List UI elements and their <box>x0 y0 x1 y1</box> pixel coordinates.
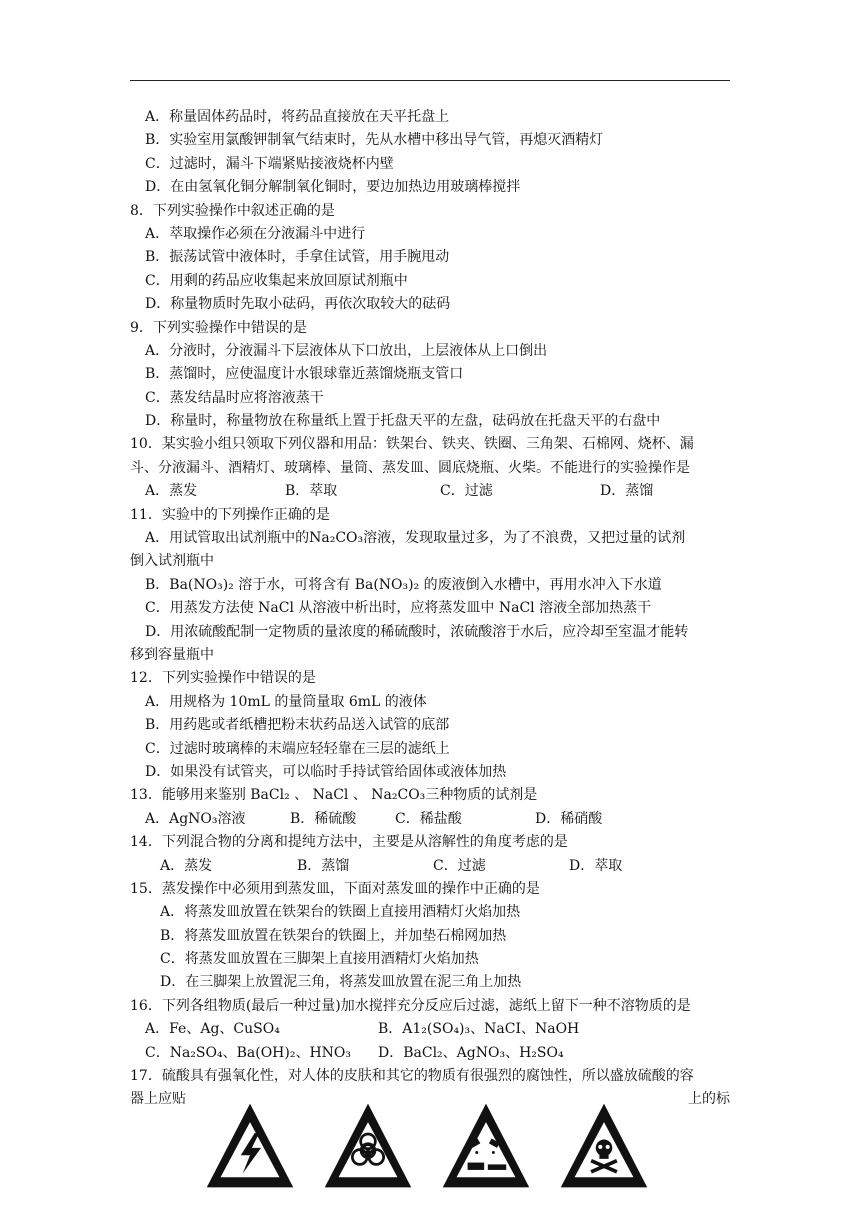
q16-options-row1 <box>130 1018 730 1041</box>
corrosive-icon <box>440 1100 532 1192</box>
text-line: 11．实验中的下列操作正确的是 <box>130 506 330 523</box>
text-line: 倒入试剂瓶中 <box>130 553 214 570</box>
text-line: C．用蒸发方法使 NaCl 从溶液中析出时，应将蒸发皿中 NaCl 溶液全部加热蒸干 <box>145 600 652 617</box>
text-line: D．称量时，称量物放在称量纸上置于托盘天平的左盘，砝码放在托盘天平的右盘中 <box>145 413 661 430</box>
text-line: 移到容量瓶中 <box>130 646 214 663</box>
text-line: A．用规格为 10mL 的量筒量取 6mL 的液体 <box>145 693 427 710</box>
text-line: B．实验室用氯酸钾制氧气结束时，先从水槽中移出导气管，再熄灭酒精灯 <box>145 132 604 149</box>
text-line: A．用试管取出试剂瓶中的Na₂CO₃溶液，发现取量过多，为了不浪费，又把过量的试剂 <box>145 530 686 547</box>
text-line: A．萃取操作必须在分液漏斗中进行 <box>145 225 366 242</box>
text-line: B．振荡试管中液体时，手拿住试管，用手腕甩动 <box>145 249 450 266</box>
q10-option-d: D．蒸馏 <box>600 483 654 500</box>
text-line: C．将蒸发皿放置在三脚架上直接用酒精灯火焰加热 <box>160 951 479 968</box>
text-line: A．分液时，分液漏斗下层液体从下口放出，上层液体从上口倒出 <box>145 342 548 359</box>
text-line: 9．下列实验操作中错误的是 <box>130 319 307 336</box>
q13-option-d: D．稀硝酸 <box>535 810 603 827</box>
biohazard-icon <box>322 1100 414 1192</box>
q14-option-c: C．过滤 <box>433 857 486 874</box>
text-line: 12．下列实验操作中错误的是 <box>130 670 316 687</box>
text-line: 13．能够用来鉴别 BaCl₂ 、 NaCl 、 Na₂CO₃三种物质的试剂是 <box>130 787 538 804</box>
q17-stem-right: 上的标 <box>688 1091 730 1108</box>
q13-options <box>130 808 730 831</box>
q13-option-c: C．稀盐酸 <box>395 810 462 827</box>
toxic-icon <box>558 1100 650 1192</box>
q16-option-d: D．BaCl₂、AgNO₃、H₂SO₄ <box>378 1044 564 1061</box>
text-line: B．将蒸发皿放置在铁架台的铁圈上，并加垫石棉网加热 <box>160 927 507 944</box>
q10-options <box>130 480 730 503</box>
text-line: 斗、分液漏斗、酒精灯、玻璃棒、量筒、蒸发皿、圆底烧瓶、火柴。不能进行的实验操作是 <box>130 459 690 476</box>
questions-11-13 <box>130 504 730 808</box>
text-line: C．过滤时，漏斗下端紧贴接液烧杯内壁 <box>145 155 394 172</box>
text-line: 8．下列实验操作中叙述正确的是 <box>130 202 335 219</box>
text-line: C．过滤时玻璃棒的末端应轻轻靠在三层的滤纸上 <box>145 740 450 757</box>
header-rule <box>130 80 730 81</box>
q17-stem-left: 器上应贴 <box>130 1091 186 1108</box>
q16-option-b: B．A1₂(SO₄)₃、NaCI、NaOH <box>378 1021 580 1038</box>
q13-option-a: A．AgNO₃溶液 <box>145 810 246 827</box>
q14-option-d: D．萃取 <box>569 857 623 874</box>
text-line: 15．蒸发操作中必须用到蒸发皿，下面对蒸发皿的操作中正确的是 <box>130 880 540 897</box>
text-line: D．如果没有试管夹，可以临时手持试管给固体或液体加热 <box>145 763 507 780</box>
text-line: B．Ba(NO₃)₂ 溶于水，可将含有 Ba(NO₃)₂ 的废液倒入水槽中，再用水冲入下水道 <box>145 576 662 593</box>
text-line: 10．某实验小组只领取下列仪器和用品：铁架台、铁夹、铁圈、三角架、石棉网、烧杯、漏 <box>130 436 694 453</box>
questions-15-16 <box>130 878 730 1018</box>
hazard-signs <box>200 1100 640 1210</box>
electric-hazard-icon <box>204 1100 296 1192</box>
q16-options-row2 <box>130 1042 730 1065</box>
text-line: C．蒸发结晶时应将溶液蒸干 <box>145 389 324 406</box>
q17-stem-line1: 17．硫酸具有强氧化性，对人体的皮肤和其它的物质有很强烈的腐蚀性，所以盛放硫酸的容 <box>130 1068 694 1085</box>
text-line: A．将蒸发皿放置在铁架台的铁圈上直接用酒精灯火焰加热 <box>160 904 521 921</box>
exam-page <box>130 106 730 1112</box>
q13-option-b: B．稀硫酸 <box>290 810 357 827</box>
text-line: 16．下列各组物质(最后一种过量)加水搅拌充分反应后过滤，滤纸上留下一种不溶物质的是 <box>130 997 691 1014</box>
text-line: B．蒸馏时，应使温度计水银球靠近蒸馏烧瓶支管口 <box>145 366 464 383</box>
q14-stem: 14．下列混合物的分离和提纯方法中，主要是从溶解性的角度考虑的是 <box>130 834 568 851</box>
text-line: C．用剩的药品应收集起来放回原试剂瓶中 <box>145 272 408 289</box>
q10-option-b: B．萃取 <box>285 483 338 500</box>
q14-options <box>130 855 730 878</box>
text-line: D．在由氢氧化铜分解制氧化铜时，要边加热边用玻璃棒搅拌 <box>145 179 521 196</box>
q10-option-c: C．过滤 <box>440 483 493 500</box>
q14-option-a: A．蒸发 <box>160 857 213 874</box>
text-line: B．用药匙或者纸槽把粉末状药品送入试管的底部 <box>145 717 450 734</box>
q16-option-c: C．Na₂SO₄、Ba(OH)₂、HNO₃ <box>145 1044 352 1061</box>
questions-7-10 <box>130 106 730 480</box>
text-line: D．用浓硫酸配制一定物质的量浓度的稀硫酸时，浓硫酸溶于水后，应冷却至室温才能转 <box>145 623 689 640</box>
text-line: D．称量物质时先取小砝码，再依次取较大的砝码 <box>145 296 451 313</box>
q14-option-b: B．蒸馏 <box>297 857 350 874</box>
q16-option-a: A．Fe、Ag、CuSO₄ <box>145 1021 280 1038</box>
text-line: D．在三脚架上放置泥三角，将蒸发皿放置在泥三角上加热 <box>160 974 522 991</box>
text-line: A．称量固体药品时，将药品直接放在天平托盘上 <box>145 109 450 125</box>
q10-option-a: A．蒸发 <box>145 483 198 500</box>
